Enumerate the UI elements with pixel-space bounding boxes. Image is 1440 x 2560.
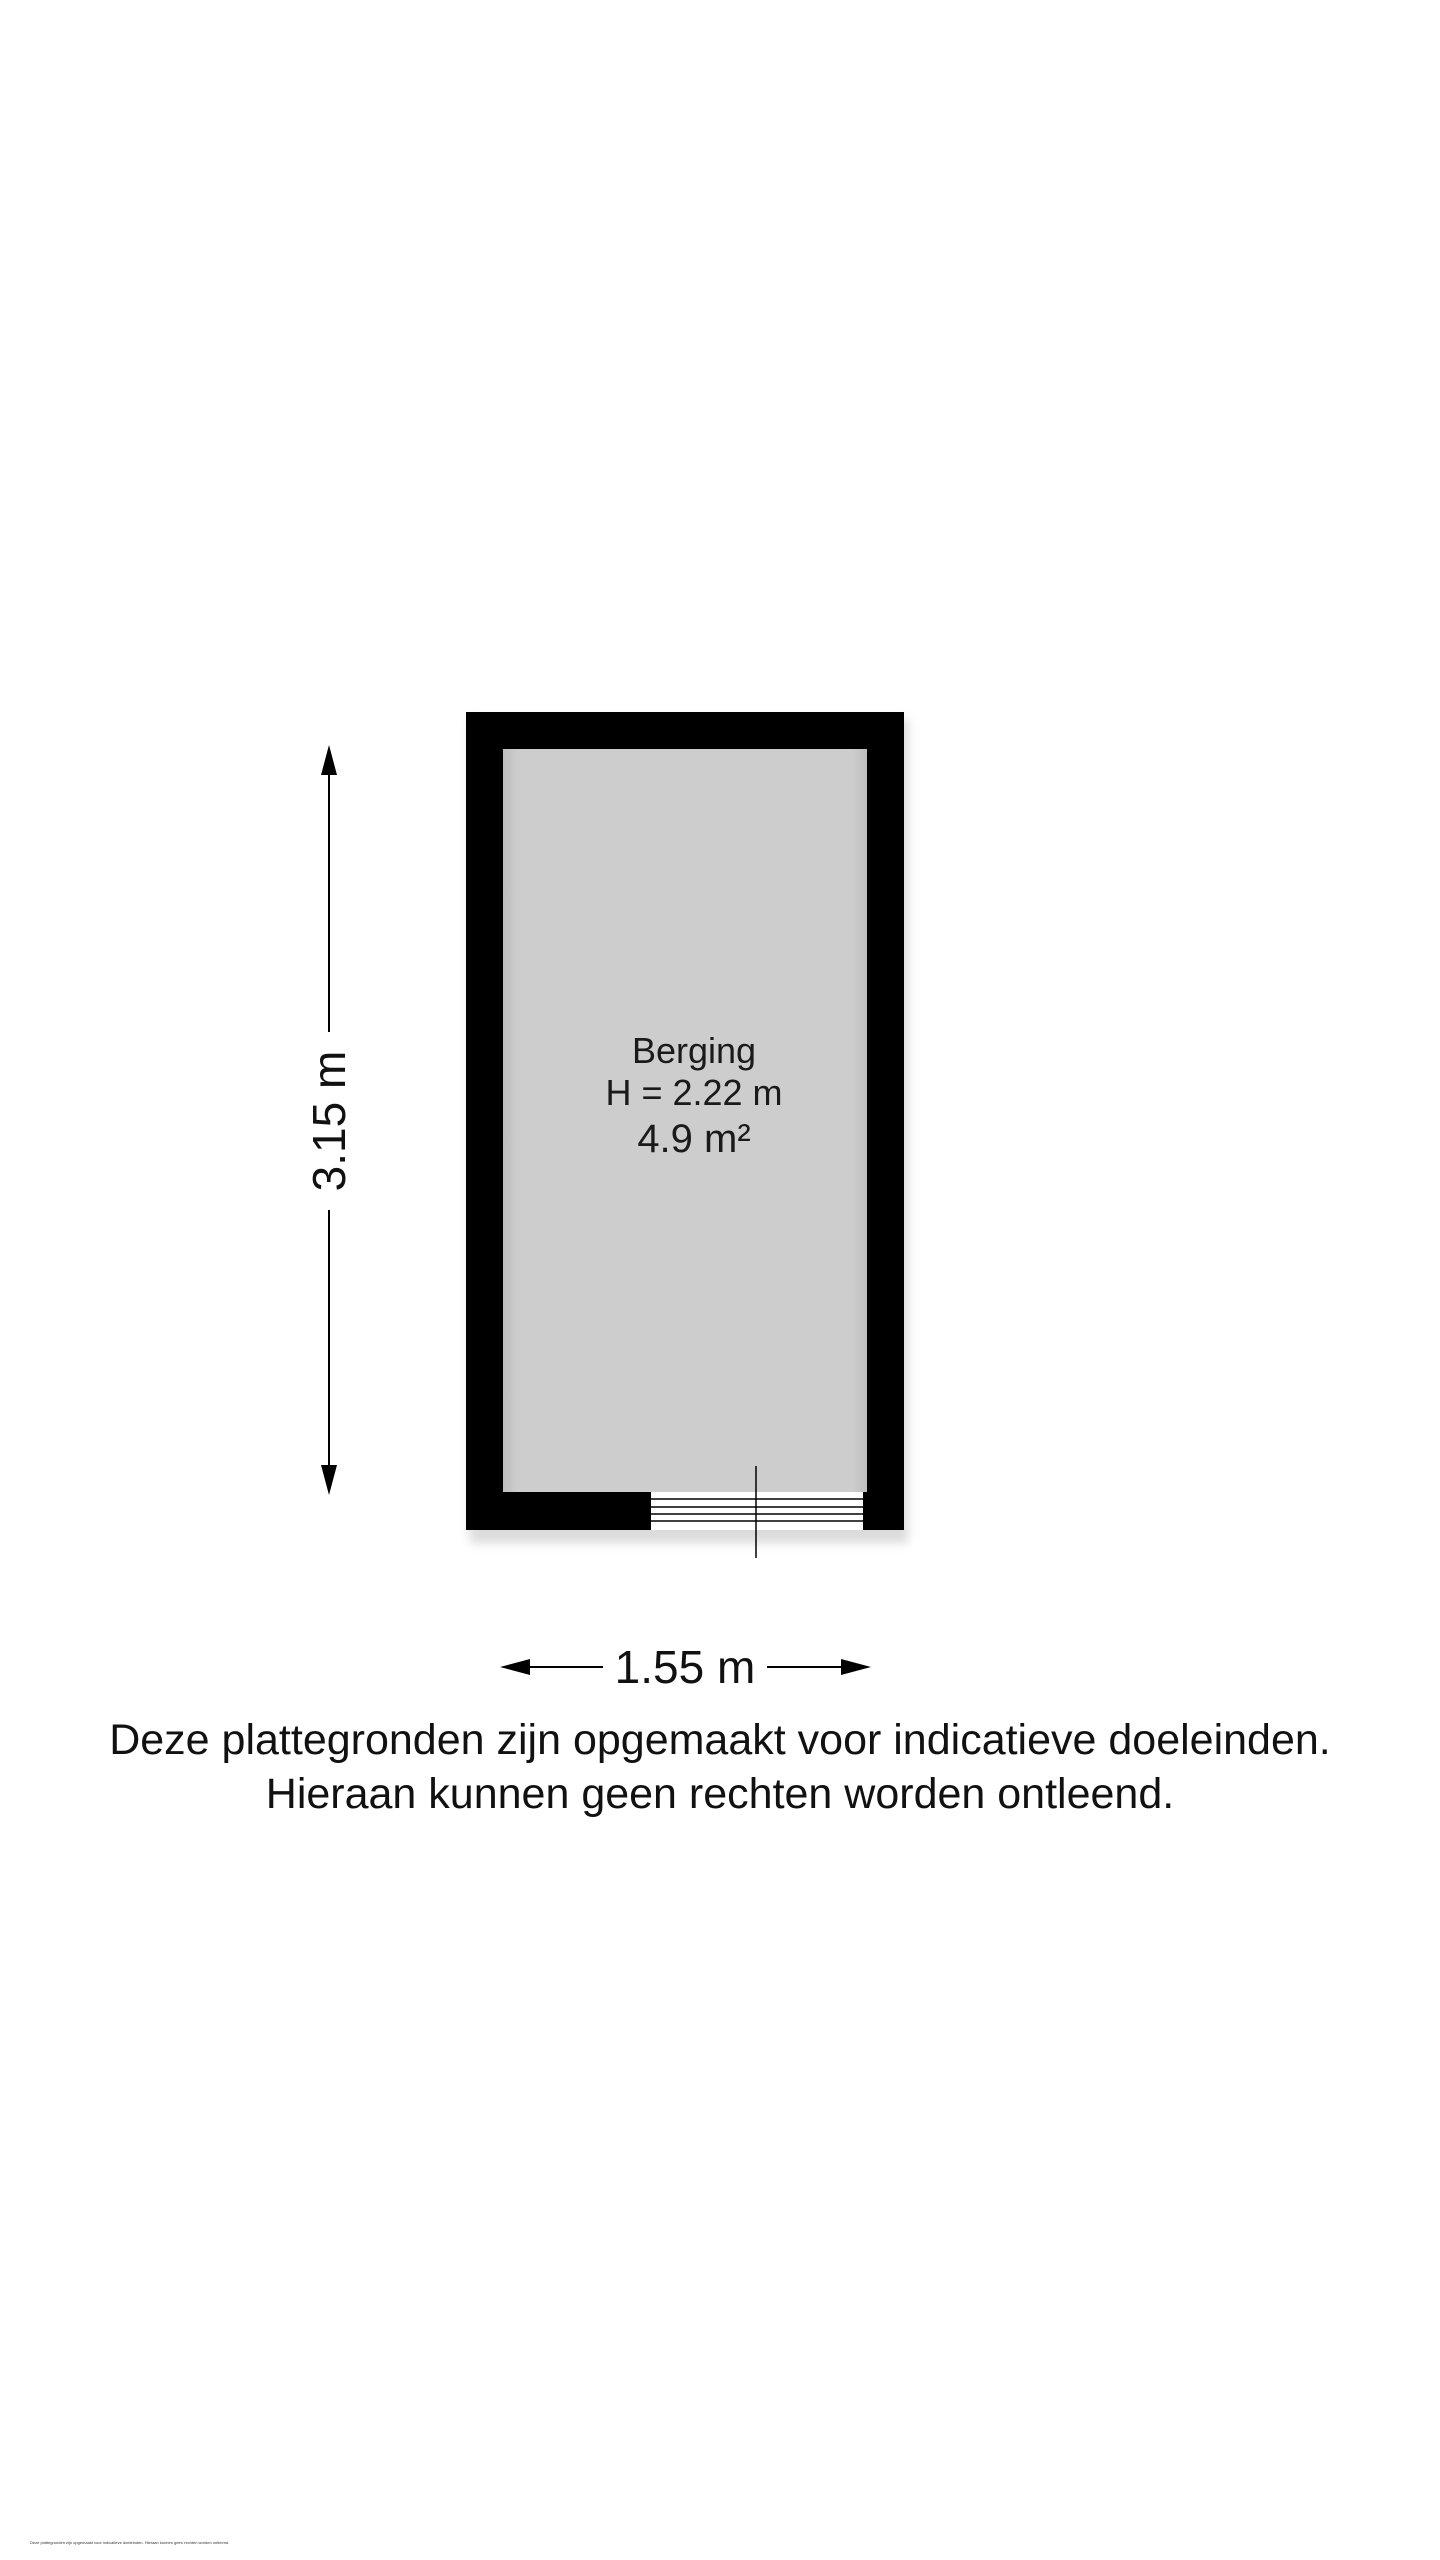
disclaimer-line-2: Hieraan kunnen geen rechten worden ontleend. [265, 1770, 1175, 1818]
room-name: Berging [631, 1030, 757, 1071]
arrow-up-icon [321, 745, 337, 775]
room-height: H = 2.22 m [605, 1072, 783, 1113]
door-opening [650, 1492, 864, 1530]
width-dimension [500, 1641, 871, 1693]
arrow-left-icon [500, 1659, 530, 1675]
footer-note: Deze plattegronden zijn opgemaakt voor indicatieve doeleinden. Hieraan kunnen geen rechten worden ontleend. [30, 2540, 230, 2545]
disclaimer-line-1: Deze plattegronden zijn opgemaakt voor indicatieve doeleinden. [109, 1716, 1331, 1764]
depth-label: 3.15 m [303, 1050, 355, 1192]
width-label: 1.55 m [614, 1641, 756, 1693]
depth-dimension [303, 745, 355, 1495]
arrow-down-icon [321, 1465, 337, 1495]
arrow-right-icon [841, 1659, 871, 1675]
room-area: 4.9 m² [637, 1117, 751, 1161]
